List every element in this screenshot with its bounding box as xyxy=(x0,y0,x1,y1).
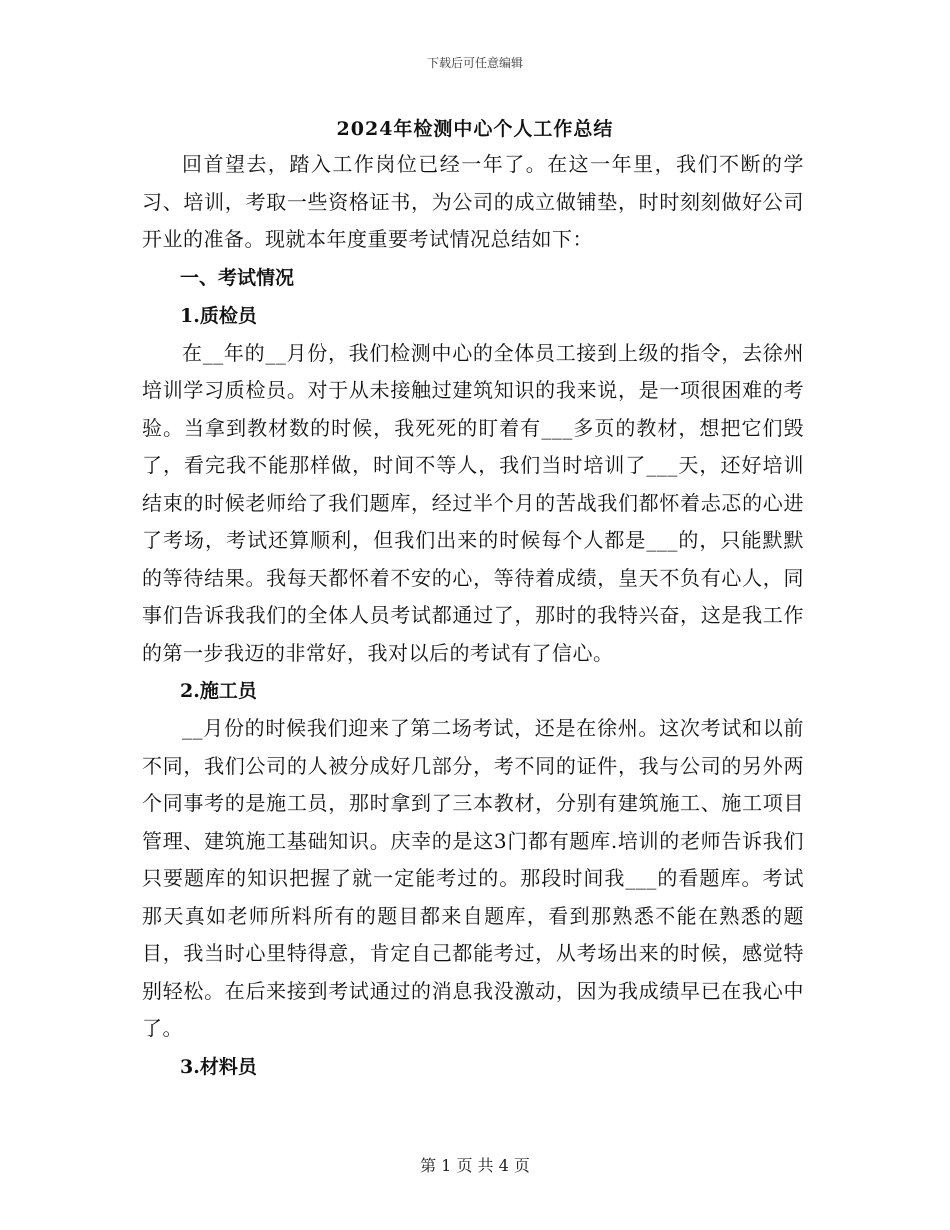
intro-paragraph: 回首望去，踏入工作岗位已经一年了。在这一年里，我们不断的学习、培训，考取一些资格证书，为公司的成立做铺垫，时时刻刻做好公司开业的准备。现就本年度重要考试情况总结如下： xyxy=(142,152,804,251)
page-number: 第 1 页 共 4 页 xyxy=(420,1156,530,1175)
document-title: 2024年检测中心个人工作总结 xyxy=(336,118,614,140)
paragraph-construction-worker: __月份的时候我们迎来了第二场考试，还是在徐州。这次考试和以前不同，我们公司的人被分成好几部分，考不同的证件，我与公司的另外两个同事考的是施工员，那时拿到了三本教材，分别有建筑施工、施工项目管理、建筑施工基础知识。庆幸的是这3门都有题库.培训的老师告诉我们只要题库的知识把握了就一定能考过的。那段时间我___的看题库。考试那天真如老师所料所有的题目都来自题库，看到那熟悉不能在熟悉的题目，我当时心里特得意，肯定自己都能考过，从考场出来的时候，感觉特别轻松。在后来接到考试通过的消息我没激动，因为我成绩早已在我心中了。 xyxy=(142,716,804,1040)
subheading-materials-clerk: 3.材料员 xyxy=(180,1055,257,1078)
document-body xyxy=(142,146,804,1086)
subheading-quality-inspector: 1.质检员 xyxy=(180,304,257,327)
paragraph-quality-inspector: 在__年的__月份，我们检测中心的全体员工接到上级的指令，去徐州培训学习质检员。对于从未接触过建筑知识的我来说，是一项很困难的考验。当拿到教材数的时候，我死死的盯着有___多页的教材，想把它们毁了，看完我不能那样做，时间不等人，我们当时培训了___天，还好培训结束的时候老师给了我们题库，经过半个月的苦战我们都怀着忐忑的心进了考场，考试还算顺利，但我们出来的时候每个人都是___的，只能默默的等待结果。我每天都怀着不安的心，等待着成绩，皇天不负有心人，同事们告诉我我们的全体人员考试都通过了，那时的我特兴奋，这是我工作的第一步我迈的非常好，我对以后的考试有了信心。 xyxy=(142,340,804,665)
subheading-construction-worker: 2.施工员 xyxy=(180,680,257,702)
header-note: 下载后可任意编辑 xyxy=(426,56,523,70)
section-heading-exams: 一、考试情况 xyxy=(180,266,295,289)
